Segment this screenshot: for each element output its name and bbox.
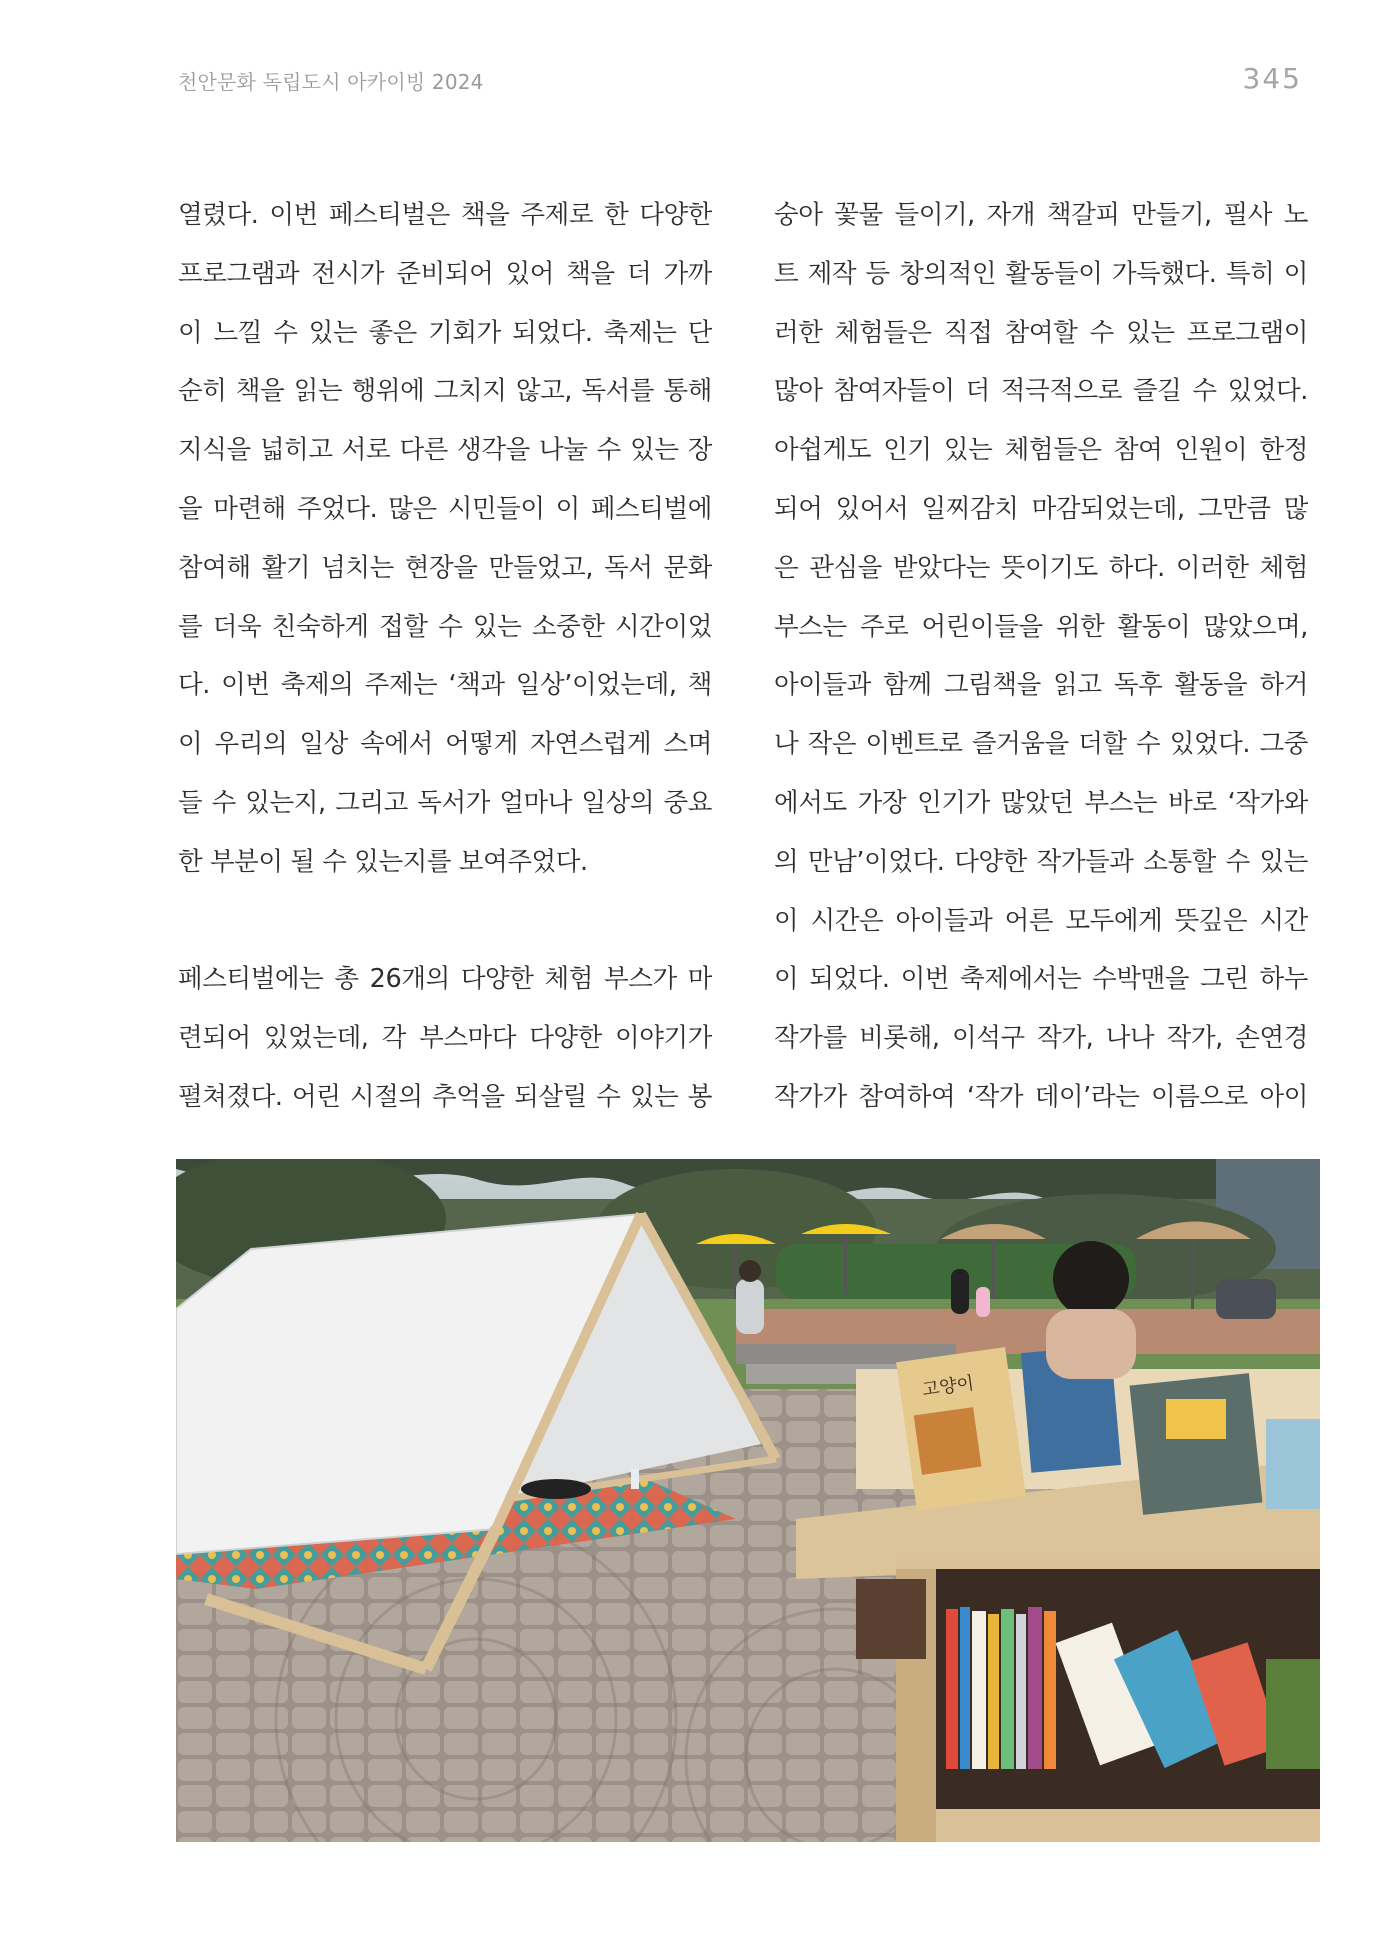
text-line: 은 관심을 받았다는 뜻이기도 하다. 이러한 체험	[774, 552, 1308, 583]
text-line: 되어 있어서 일찌감치 마감되었는데, 그만큼 많	[774, 493, 1308, 524]
left-text-column	[178, 186, 712, 1127]
text-line: 아쉽게도 인기 있는 체험들은 참여 인원이 한정	[774, 435, 1308, 466]
text-line: 에서도 가장 인기가 많았던 부스는 바로 ‘작가와	[774, 787, 1308, 818]
right-text-column	[774, 186, 1308, 1127]
text-line: 많아 참여자들이 더 적극적으로 즐길 수 있었다.	[774, 376, 1308, 407]
text-line: 를 더욱 친숙하게 접할 수 있는 소중한 시간이었	[178, 611, 712, 642]
text-line: 다. 이번 축제의 주제는 ‘책과 일상’이었는데, 책	[178, 670, 712, 701]
page-number: 345	[1242, 62, 1302, 95]
text-line: 러한 체험들은 직접 참여할 수 있는 프로그램이	[774, 317, 1308, 348]
text-line: 숭아 꽃물 들이기, 자개 책갈피 만들기, 필사 노	[774, 200, 1308, 230]
text-line: 작가를 비롯해, 이석구 작가, 나나 작가, 손연경	[774, 1023, 1308, 1054]
text-line: 들 수 있는지, 그리고 독서가 얼마나 일상의 중요	[178, 787, 712, 818]
text-line: 이 시간은 아이들과 어른 모두에게 뜻깊은 시간	[774, 905, 1308, 936]
text-line: 이 우리의 일상 속에서 어떻게 자연스럽게 스며	[178, 729, 712, 760]
text-line: 프로그램과 전시가 준비되어 있어 책을 더 가까	[178, 258, 712, 289]
text-line: 나 작은 이벤트로 즐거움을 더할 수 있었다. 그중	[774, 729, 1308, 760]
text-line: 지식을 넓히고 서로 다른 생각을 나눌 수 있는 장	[178, 435, 712, 466]
paragraph-1	[178, 186, 712, 892]
text-line: 을 마련해 주었다. 많은 시민들이 이 페스티벌에	[178, 493, 712, 524]
text-line: 트 제작 등 창의적인 활동들이 가득했다. 특히 이	[774, 258, 1308, 289]
text-line: 이 느낄 수 있는 좋은 기회가 되었다. 축제는 단	[178, 317, 712, 348]
text-line: 페스티벌에는 총 26개의 다양한 체험 부스가 마	[178, 964, 712, 995]
book-cover-title: 고양이	[920, 1372, 976, 1401]
text-line: 펼쳐졌다. 어린 시절의 추억을 되살릴 수 있는 봉	[178, 1081, 712, 1112]
festival-photo	[176, 1159, 1320, 1842]
text-line: 한 부분이 될 수 있는지를 보여주었다.	[178, 846, 588, 877]
text-line: 순히 책을 읽는 행위에 그치지 않고, 독서를 통해	[178, 376, 712, 407]
text-line: 작가가 참여하여 ‘작가 데이’라는 이름으로 아이	[774, 1081, 1308, 1112]
text-line: 이 되었다. 이번 축제에서는 수박맨을 그린 하누	[774, 964, 1308, 995]
paragraph-gap	[178, 892, 712, 951]
text-line: 열렸다. 이번 페스티벌은 책을 주제로 한 다양한	[178, 200, 712, 230]
text-line: 부스는 주로 어린이들을 위한 활동이 많았으며,	[774, 611, 1308, 642]
running-header-title: 천안문화 독립도시 아카이빙 2024	[178, 70, 484, 94]
text-line: 련되어 있었는데, 각 부스마다 다양한 이야기가	[178, 1023, 712, 1054]
text-line: 참여해 활기 넘치는 현장을 만들었고, 독서 문화	[178, 552, 712, 583]
paragraph-2	[178, 950, 712, 1126]
text-line: 의 만남’이었다. 다양한 작가들과 소통할 수 있는	[774, 846, 1308, 877]
text-line: 아이들과 함께 그림책을 읽고 독후 활동을 하거	[774, 670, 1308, 701]
